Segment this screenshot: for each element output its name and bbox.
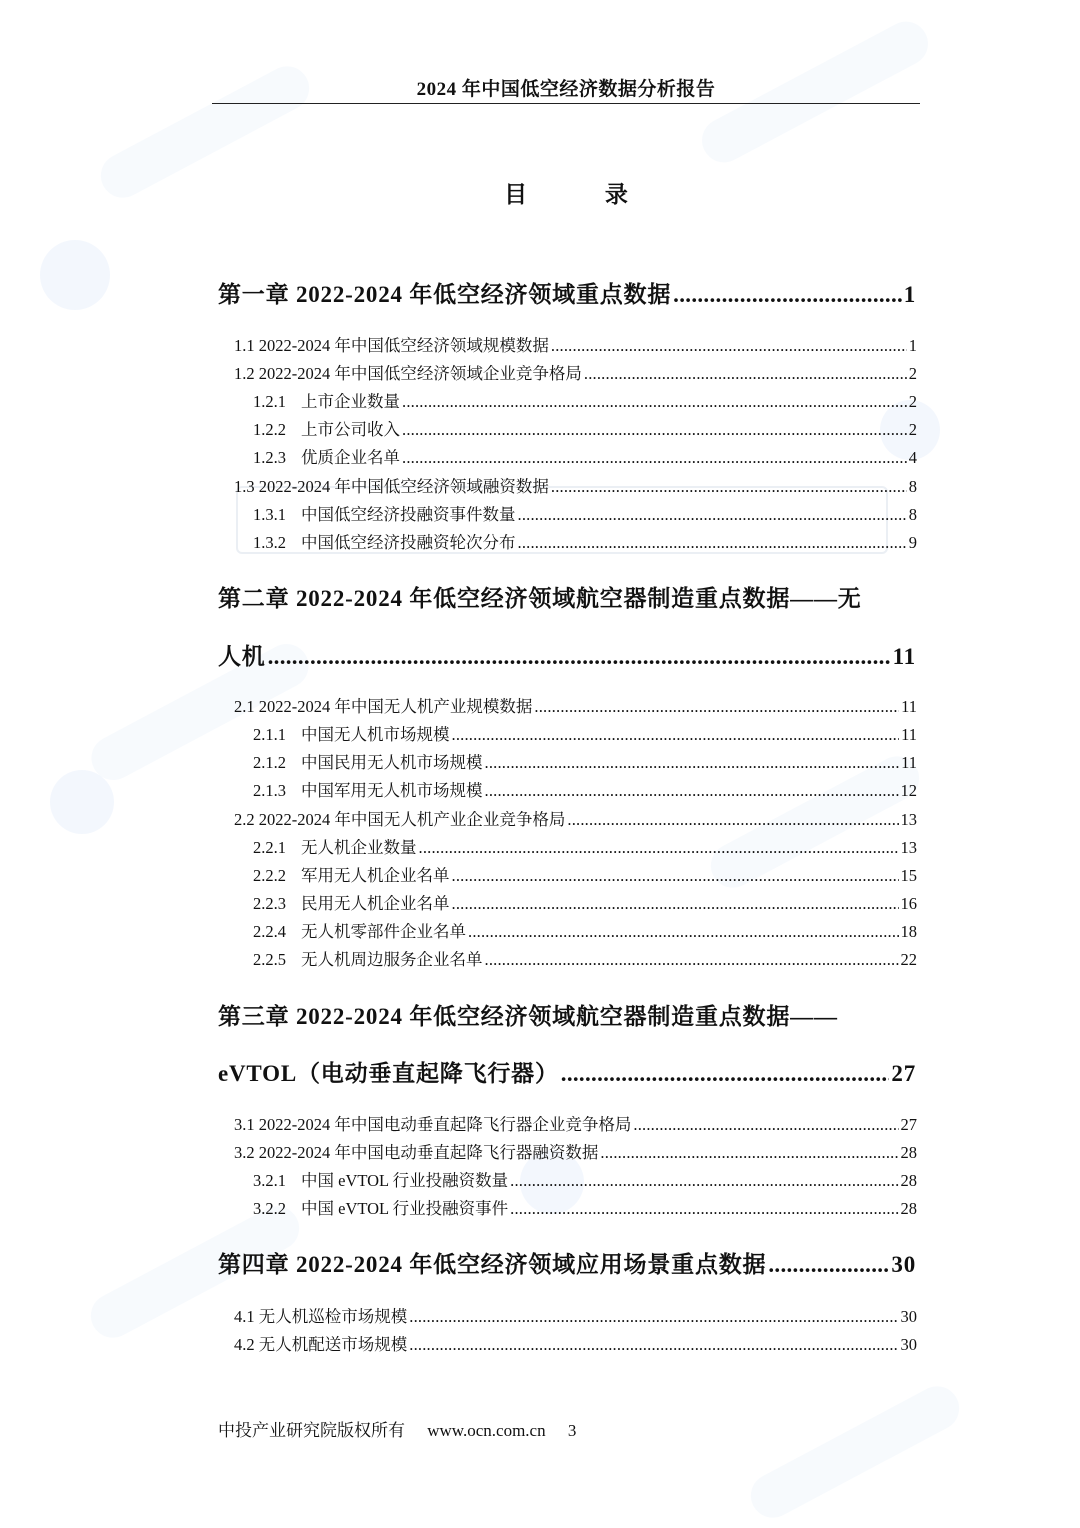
toc-subentry[interactable] <box>253 1195 917 1219</box>
dot-leader <box>518 533 907 553</box>
page-number: 28 <box>900 1143 917 1162</box>
entry-label: 上市企业数量 <box>301 392 400 411</box>
toc-entry[interactable] <box>234 693 917 717</box>
dot-leader <box>419 838 899 858</box>
header-divider <box>212 103 920 104</box>
dot-leader <box>518 505 907 525</box>
entry-number: 2.2.1 <box>253 838 286 857</box>
watermark-logo <box>50 770 114 834</box>
toc-title: 目 录 <box>504 182 664 207</box>
entry-label: 军用无人机企业名单 <box>301 866 450 885</box>
dot-leader <box>551 336 907 356</box>
entry-label: 中国低空经济投融资事件数量 <box>301 505 516 524</box>
chapter-label: 人机 <box>218 644 266 669</box>
entry-number: 1.3.1 <box>253 505 286 524</box>
dot-leader <box>402 420 907 440</box>
toc-entry[interactable] <box>234 1331 917 1355</box>
entry-label: 3.2 2022-2024 年中国电动垂直起降飞行器融资数据 <box>234 1143 599 1162</box>
entry-label: 优质企业名单 <box>301 448 400 467</box>
page-number: 13 <box>900 810 917 829</box>
toc-chapter-3-title[interactable]: 第三章 2022-2024 年低空经济领域航空器制造重点数据—— <box>218 1004 838 1029</box>
dot-leader <box>409 1307 898 1327</box>
watermark-logo <box>40 240 110 310</box>
page-number: 30 <box>900 1307 917 1326</box>
entry-label: 无人机零部件企业名单 <box>301 922 466 941</box>
page-number: 2 <box>908 364 917 383</box>
dot-leader <box>452 866 899 886</box>
toc-entry[interactable] <box>234 1111 917 1135</box>
page-number: 2 <box>908 392 917 411</box>
entry-label: 中国军用无人机市场规模 <box>301 781 483 800</box>
entry-number: 1.2.1 <box>253 392 286 411</box>
toc-subentry[interactable] <box>253 416 917 440</box>
entry-number: 1.2.2 <box>253 420 286 439</box>
entry-label: 1.1 2022-2024 年中国低空经济领域规模数据 <box>234 336 549 355</box>
page-number: 1 <box>903 282 916 307</box>
dot-leader <box>452 725 900 745</box>
dot-leader <box>551 477 907 497</box>
toc-entry[interactable] <box>234 332 917 356</box>
dot-leader <box>584 364 907 384</box>
page-number: 1 <box>908 336 917 355</box>
entry-number: 2.1.1 <box>253 725 286 744</box>
entry-label: 2.2 2022-2024 年中国无人机产业企业竞争格局 <box>234 810 566 829</box>
dot-leader <box>510 1199 898 1219</box>
entry-label: 中国无人机市场规模 <box>301 725 450 744</box>
entry-label: 民用无人机企业名单 <box>301 894 450 913</box>
header-title: 2024 年中国低空经济数据分析报告 <box>416 79 716 100</box>
page-number: 9 <box>908 533 917 552</box>
toc-subentry[interactable] <box>253 834 917 858</box>
chapter-label: 第一章 2022-2024 年低空经济领域重点数据 <box>218 282 672 307</box>
toc-subentry[interactable] <box>253 1167 917 1191</box>
dot-leader <box>485 950 899 970</box>
toc-subentry[interactable] <box>253 388 917 412</box>
chapter-label: eVTOL（电动垂直起降飞行器） <box>218 1061 559 1086</box>
dot-leader <box>485 753 900 773</box>
toc-subentry[interactable] <box>253 777 917 801</box>
entry-label: 4.1 无人机巡检市场规模 <box>234 1307 408 1326</box>
dot-leader <box>452 894 899 914</box>
dot-leader <box>768 1252 889 1278</box>
toc-entry[interactable] <box>234 1139 917 1163</box>
dot-leader <box>402 448 907 468</box>
dot-leader <box>402 392 907 412</box>
page-number: 8 <box>908 477 917 496</box>
page-footer <box>218 1416 594 1441</box>
entry-label: 1.3 2022-2024 年中国低空经济领域融资数据 <box>234 477 549 496</box>
dot-leader <box>468 922 899 942</box>
page-number: 4 <box>908 448 917 467</box>
entry-number: 2.2.2 <box>253 866 286 885</box>
entry-label: 3.1 2022-2024 年中国电动垂直起降飞行器企业竞争格局 <box>234 1115 632 1134</box>
page-number: 28 <box>900 1199 917 1218</box>
page-number: 27 <box>900 1115 917 1134</box>
page-number: 11 <box>901 753 917 772</box>
toc-entry[interactable] <box>234 360 917 384</box>
toc-subentry[interactable] <box>253 890 917 914</box>
entry-label: 上市公司收入 <box>301 420 400 439</box>
entry-number: 2.1.3 <box>253 781 286 800</box>
entry-number: 2.2.3 <box>253 894 286 913</box>
page-number: 27 <box>891 1061 916 1086</box>
toc-chapter-2[interactable] <box>218 638 916 671</box>
dot-leader <box>600 1143 898 1163</box>
entry-number: 2.2.5 <box>253 950 286 969</box>
entry-label: 无人机周边服务企业名单 <box>301 950 483 969</box>
watermark-band <box>743 1379 967 1526</box>
page-number: 11 <box>901 725 917 744</box>
entry-number: 2.1.2 <box>253 753 286 772</box>
entry-label: 中国民用无人机市场规模 <box>301 753 483 772</box>
toc-entry[interactable] <box>234 806 917 830</box>
chapter-label: 第四章 2022-2024 年低空经济领域应用场景重点数据 <box>218 1252 767 1277</box>
page-number: 11 <box>892 644 916 669</box>
toc-entry[interactable] <box>234 1303 917 1327</box>
toc-subentry[interactable] <box>253 501 917 525</box>
entry-label: 2.1 2022-2024 年中国无人机产业规模数据 <box>234 697 533 716</box>
page-number: 30 <box>891 1252 916 1277</box>
entry-label: 中国 eVTOL 行业投融资事件 <box>301 1199 509 1218</box>
page-number: 2 <box>908 420 917 439</box>
page-number: 12 <box>900 781 917 800</box>
toc-subentry[interactable] <box>253 918 917 942</box>
dot-leader <box>268 644 891 670</box>
entry-number: 3.2.2 <box>253 1199 286 1218</box>
entry-label: 无人机企业数量 <box>301 838 417 857</box>
page-number: 11 <box>901 697 917 716</box>
footer-copyright: 中投产业研究院版权所有 <box>218 1421 405 1440</box>
toc-subentry[interactable] <box>253 721 917 745</box>
page-number: 13 <box>900 838 917 857</box>
page-number: 15 <box>900 866 917 885</box>
page-number: 8 <box>908 505 917 524</box>
entry-label: 中国低空经济投融资轮次分布 <box>301 533 516 552</box>
toc-subentry[interactable] <box>253 862 917 886</box>
toc-chapter-4[interactable] <box>218 1246 916 1279</box>
page-number: 18 <box>900 922 917 941</box>
toc-subentry[interactable] <box>253 529 917 553</box>
footer-page-number: 3 <box>567 1421 577 1440</box>
entry-label: 1.2 2022-2024 年中国低空经济领域企业竞争格局 <box>234 364 582 383</box>
dot-leader <box>510 1171 898 1191</box>
page-number: 30 <box>900 1335 917 1354</box>
toc-chapter-2-title[interactable]: 第二章 2022-2024 年低空经济领域航空器制造重点数据——无 <box>218 586 862 611</box>
page-number: 16 <box>900 894 917 913</box>
entry-number: 1.3.2 <box>253 533 286 552</box>
entry-number: 1.2.3 <box>253 448 286 467</box>
entry-label: 中国 eVTOL 行业投融资数量 <box>301 1171 509 1190</box>
page-number: 22 <box>900 950 917 969</box>
toc-subentry[interactable] <box>253 749 917 773</box>
dot-leader <box>409 1335 898 1355</box>
toc-chapter-1[interactable] <box>218 276 916 309</box>
dot-leader <box>567 810 898 830</box>
entry-number: 2.2.4 <box>253 922 286 941</box>
entry-label: 4.2 无人机配送市场规模 <box>234 1335 408 1354</box>
toc-chapter-3[interactable] <box>218 1055 916 1088</box>
dot-leader <box>561 1061 890 1087</box>
dot-leader <box>534 697 899 717</box>
dot-leader <box>485 781 899 801</box>
entry-number: 3.2.1 <box>253 1171 286 1190</box>
dot-leader <box>673 282 902 308</box>
dot-leader <box>633 1115 898 1135</box>
footer-url[interactable]: www.ocn.com.cn <box>427 1421 546 1440</box>
toc-entry[interactable] <box>234 473 917 497</box>
page-number: 28 <box>900 1171 917 1190</box>
toc-subentry[interactable] <box>253 444 917 468</box>
toc-subentry[interactable] <box>253 946 917 970</box>
